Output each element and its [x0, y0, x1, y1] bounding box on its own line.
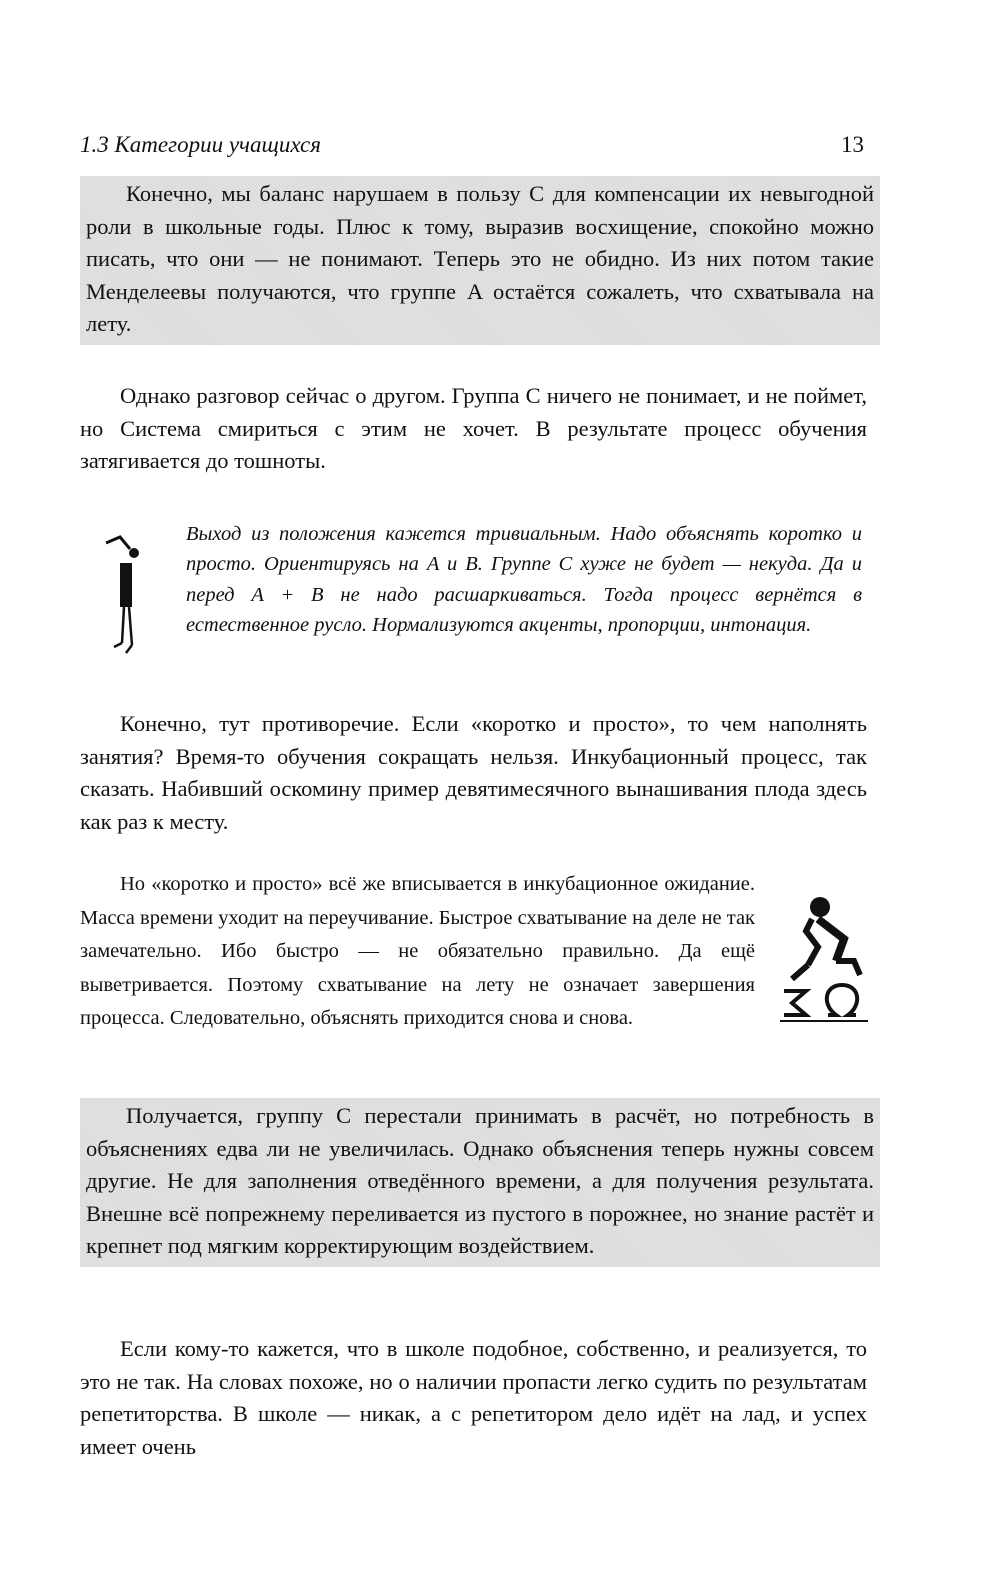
standing-figure-icon	[100, 535, 150, 655]
shaded-paragraph-2: Получается, группу C перестали принимать в расчёт, но потребность в объяснениях едва ли не увеличилась. Однако объяснения теперь нужны совсем другие. Не для заполнения отведённого времени, а для получения результата. Внешне всё попрежнему переливается из пустого в порожнее, но знание растёт и крепнет под мягким корректирующим воздействием.	[80, 1098, 880, 1267]
sitting-thinker-icon	[778, 895, 870, 1025]
paragraph-1: Однако разговор сейчас о другом. Группа C ничего не понимает, и не поймет, но Система смириться с этим не хочет. В результате процесс обучения затягивается до тошноты.	[80, 383, 867, 473]
italic-aside-1: Выход из положения кажется тривиальным. Надо объяснять коротко и просто. Ориентируясь на A и B. Группе C хуже не будет — некуда. Да и перед A + B не надо расшаркиваться. Тогда процесс вернётся в естественное русло. Нормализуются акценты, пропорции, интонация.	[186, 523, 862, 637]
paragraph-2: Конечно, тут противоречие. Если «коротко и просто», то чем наполнять занятия? Время-то обучения сокращать нельзя. Инкубационный процесс, так сказать. Набивший оскомину пример девятимесячного вынашивания плода здесь как раз к месту.	[80, 711, 867, 834]
section-title: 1.3 Категории учащихся	[80, 132, 321, 157]
page-number: 13	[841, 132, 864, 157]
running-header	[80, 128, 864, 162]
paragraph-3: Если кому-то кажется, что в школе подобное, собственно, и реализуется, то это не так. На словах похоже, но о наличии пропасти легко судить по результатам репетиторства. В школе — никак, а с репетитором дело идёт на лад, и успех имеет очень	[80, 1336, 867, 1459]
aside-paragraph-2: Но «коротко и просто» всё же вписывается в инкубационное ожидание. Масса времени уходит на переучивание. Быстрое схватывание на деле не так замечательно. Ибо быстро — не обязательно правильно. Да ещё выветривается. Поэтому схватывание на лету не означает завершения процесса. Следовательно, объяснять приходится снова и снова.	[80, 873, 755, 1029]
shaded-paragraph-1: Конечно, мы баланс нарушаем в пользу C для компенсации их невыгодной роли в школьные годы. Плюс к тому, выразив восхищение, спокойно можно писать, что они — не понимают. Теперь это не обидно. Из них потом такие Менделеевы получаются, что группе A остаётся сожалеть, что схватывала на лету.	[80, 176, 880, 345]
